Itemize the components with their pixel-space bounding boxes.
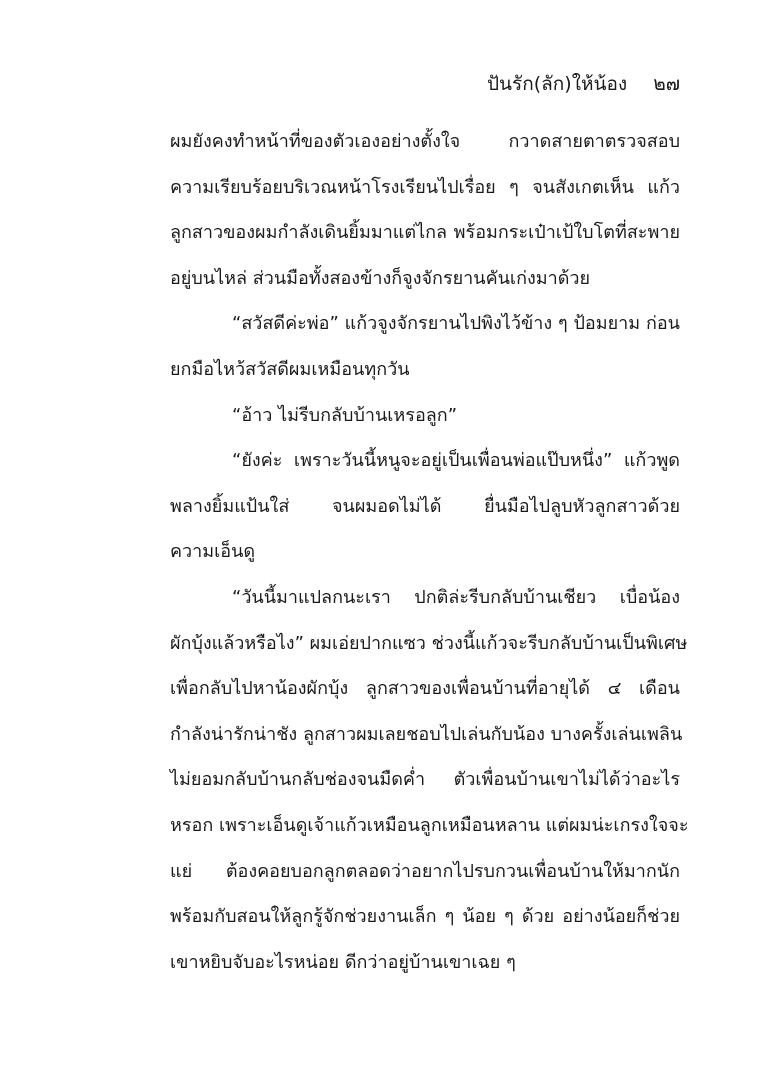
body-text <box>170 128 689 994</box>
text-line: กำลังน่ารักน่าชัง ลูกสาวผมเลยชอบไปเล่นกับน้อง บางครั้งเล่นเพลิน <box>170 723 683 745</box>
text-line: ผมยังคงทำหน้าที่ของตัวเองอย่างตั้งใจ กวาดสายตาตรวจสอบ <box>170 131 680 152</box>
text-line: “สวัสดีค่ะพ่อ” แก้วจูงจักรยานไปพิงไว้ข้าง ๆ ป้อมยาม ก่อน <box>232 313 680 335</box>
text-line: ความเรียบร้อยบริเวณหน้าโรงเรียนไปเรื่อย ๆ จนสังเกตเห็น แก้ว <box>170 176 680 198</box>
book-title: ปันรัก(ลัก)ให้น้อง <box>486 73 628 95</box>
running-header <box>487 72 680 96</box>
text-line: พลางยิ้มแป้นใส่ จนผมอดไม่ได้ ยื่นมือไปลูบหัวลูกสาวด้วย <box>170 495 680 517</box>
text-line: เขาหยิบจับอะไรหน่อย ดีกว่าอยู่บ้านเขาเฉย ๆ <box>170 951 516 973</box>
text-line: อยู่บนไหล่ ส่วนมือทั้งสองข้างก็จูงจักรยานคันเก่งมาด้วย <box>170 267 591 289</box>
text-line: “อ้าว ไม่รีบกลับบ้านเหรอลูก” <box>232 404 458 426</box>
text-line: หรอก เพราะเอ็นดูเจ้าแก้วเหมือนลูกเหมือนหลาน แต่ผมน่ะเกรงใจจะ <box>170 814 689 836</box>
text-line: ผักบุ้งแล้วหรือไง” ผมเอ่ยปากแซว ช่วงนี้แก้วจะรีบกลับบ้านเป็นพิเศษ <box>170 632 688 654</box>
page-number: ๒๗ <box>653 73 680 95</box>
text-line: พร้อมกับสอนให้ลูกรู้จักช่วยงานเล็ก ๆ น้อย ๆ ด้วย อย่างน้อยก็ช่วย <box>170 906 680 928</box>
text-line: ไม่ยอมกลับบ้านกลับช่องจนมืดค่ำ ตัวเพื่อนบ้านเขาไม่ได้ว่าอะไร <box>170 769 680 791</box>
text-line: ยกมือไหว้สวัสดีผมเหมือนทุกวัน <box>170 358 410 380</box>
text-line: ลูกสาวของผมกำลังเดินยิ้มมาแต่ไกล พร้อมกระเป๋าเป้ใบโตที่สะพาย <box>170 222 680 244</box>
text-line: ความเอ็นดู <box>170 541 256 563</box>
text-line: แย่ ต้องคอยบอกลูกตลอดว่าอยากไปรบกวนเพื่อนบ้านให้มากนัก <box>170 860 680 882</box>
text-line: “ยังค่ะ เพราะวันนี้หนูจะอยู่เป็นเพื่อนพ่อแป๊บหนึ่ง” แก้วพูด <box>232 450 680 472</box>
text-line: เพื่อกลับไปหาน้องผักบุ้ง ลูกสาวของเพื่อนบ้านที่อายุได้ ๔ เดือน <box>170 678 680 700</box>
text-line: “วันนี้มาแปลกนะเรา ปกติล่ะรีบกลับบ้านเชียว เบื่อน้อง <box>232 586 680 608</box>
